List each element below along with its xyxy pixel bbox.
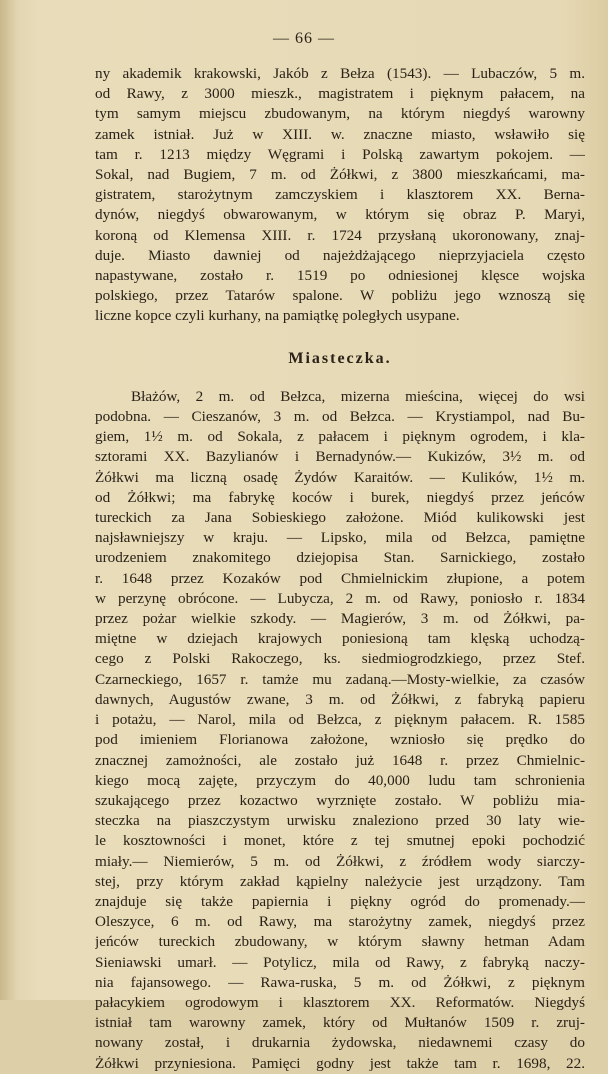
section-heading: Miasteczka. [288, 349, 392, 367]
text-line: przez pożar wielkie szkody. — Magierów, 3 m. od Żółkwi, pa- [95, 610, 585, 628]
text-line: urodzeniem znakomitego dziejopisa Stan. Sarnickiego, zostało [95, 549, 585, 567]
text-line: i potażu, — Narol, mila od Bełzca, z pięknym pałacem. R. 1585 [95, 711, 585, 729]
text-line: tym samym miejscu zbudowanym, na którym niegdyś warowny [95, 105, 585, 123]
text-line: le kosztowności i monet, które z tej smutnej epoki pochodzić [95, 832, 585, 850]
text-line: kiego mocą zajęte, przyczym do 40,000 ludu tam schronienia [95, 771, 585, 789]
paragraph-towns [95, 64, 585, 327]
text-line: od Rawy, z 3000 mieszk., magistratem i pięknym pałacem, na [95, 85, 585, 103]
text-line: Żółkwi przyniesiona. Pamięci godny jest także tam r. 1698, 22. [95, 1054, 585, 1072]
text-line: tam r. 1213 między Węgrami i Polską zawartym pokojem. — [95, 145, 585, 163]
text-line: zamek istniał. Już w XIII. w. znaczne miasto, wsławiło się [95, 125, 585, 143]
text-line: najsławniejszy w kraju. — Lipsko, mila od Bełzca, pamiętne [95, 529, 585, 547]
text-line: miały.— Niemierów, 5 m. od Żółkwi, z źródłem wody siarczy- [95, 852, 585, 870]
text-line: od Żółkwi; ma fabrykę koców i burek, niegdyś przez jeńców [95, 488, 585, 506]
text-line: nowany został, i drukarnia żydowska, niedawnemi czasy do [95, 1034, 585, 1052]
text-line: stej, przy którym zakład kąpielny należycie jest urządzony. Tam [95, 872, 585, 890]
text-line: podobna. — Cieszanów, 3 m. od Bełzca. — Krystiampol, nad Bu- [95, 408, 585, 426]
text-line: pod imieniem Florianowa założone, wzniosło się prędko do [95, 731, 585, 749]
text-line: jeńców tureckich zbudowany, w którym sławny hetman Adam [95, 933, 585, 951]
text-line: dawnych, Augustów zwane, 3 m. od Żółkwi, z fabryką papieru [95, 690, 585, 708]
text-line: sztorami XX. Bazylianów i Bernadynów.— Kukizów, 3½ m. od [95, 448, 585, 466]
text-line: duje. Miasto dawniej od najeżdżającego nieprzyjaciela często [95, 246, 585, 264]
text-line: w perzynę obrócone. — Lubycza, 2 m. od Rawy, poniosło r. 1834 [95, 589, 585, 607]
text-line: liczne kopce czyli kurhany, na pamiątkę poległych usypane. [95, 307, 460, 325]
text-line: pałacykiem ogrodowym i klasztorem XX. Reformatów. Niegdyś [95, 993, 585, 1011]
text-line: dynów, niegdyś obwarowanym, w którym się obraz P. Maryi, [95, 206, 585, 224]
body-text [95, 64, 585, 1074]
text-line: znacznej zamożności, ale zostało już 1648 r. przez Chmielnic- [95, 751, 585, 769]
text-line: Oleszyce, 6 m. od Rawy, ma starożytny zamek, niegdyś przez [95, 913, 585, 931]
text-line: cego z Polski Rakoczego, ks. siedmiogrodzkiego, przez Stef. [95, 650, 585, 668]
text-line: Żółkwi ma liczną osadę Żydów Karaitów. — Kulików, 1½ m. [95, 468, 585, 486]
text-line: gistratem, starożytnym zamczyskiem i klasztorem XX. Berna- [95, 186, 585, 204]
text-line: Błażów, 2 m. od Bełzca, mizerna mieścina, więcej do wsi [131, 387, 585, 405]
text-line: znajduje się także papiernia i piękny ogród do promenady.— [95, 892, 585, 910]
text-line: Sokal, nad Bugiem, 7 m. od Żółkwi, z 3800 mieszkańcami, ma- [95, 166, 585, 184]
text-line: ny akademik krakowski, Jakób z Bełza (1543). — Lubaczów, 5 m. [95, 65, 585, 82]
text-line: istniał tam warowny zamek, który od Mułtanów 1509 r. zruj- [95, 1014, 585, 1032]
page-number: — 66 — [273, 30, 335, 47]
text-line: miętne w dziejach krajowych poniesioną tam klęską uchodzą- [95, 630, 585, 648]
text-line: giem, 1½ m. od Sokala, z pałacem i pięknym ogrodem, i kla- [95, 428, 585, 446]
text-line: Sieniawski umarł. — Potylicz, mila od Rawy, z fabryką naczy- [95, 953, 585, 971]
text-line: szukającego przez kozactwo wyrznięte zostało. W pobliżu mia- [95, 791, 585, 809]
text-line: steczka na piaszczystym urwisku znaleziono przed 30 laty wie- [95, 812, 585, 830]
paragraph-small-towns [95, 387, 585, 1074]
text-line: Czarneckiego, 1657 r. tamże mu zadaną.—Mosty-wielkie, za czasów [95, 670, 585, 688]
text-line: koroną od Klemensa XIII. r. 1724 przysłaną ukoronowany, znaj- [95, 226, 585, 244]
text-line: tureckich za Jana Sobieskiego założone. Miód kulikowski jest [95, 509, 585, 527]
text-line: napastywane, zostało r. 1519 po odniesionej klęsce wojska [95, 267, 585, 285]
text-line: nia fajansowego. — Rawa-ruska, 5 m. od Żółkwi, z pięknym [95, 973, 585, 991]
text-line: r. 1648 przez Kozaków pod Chmielnickim złupione, a potem [95, 569, 585, 587]
text-line: polskiego, przez Tatarów spalone. W pobliżu jego wznoszą się [95, 287, 585, 305]
